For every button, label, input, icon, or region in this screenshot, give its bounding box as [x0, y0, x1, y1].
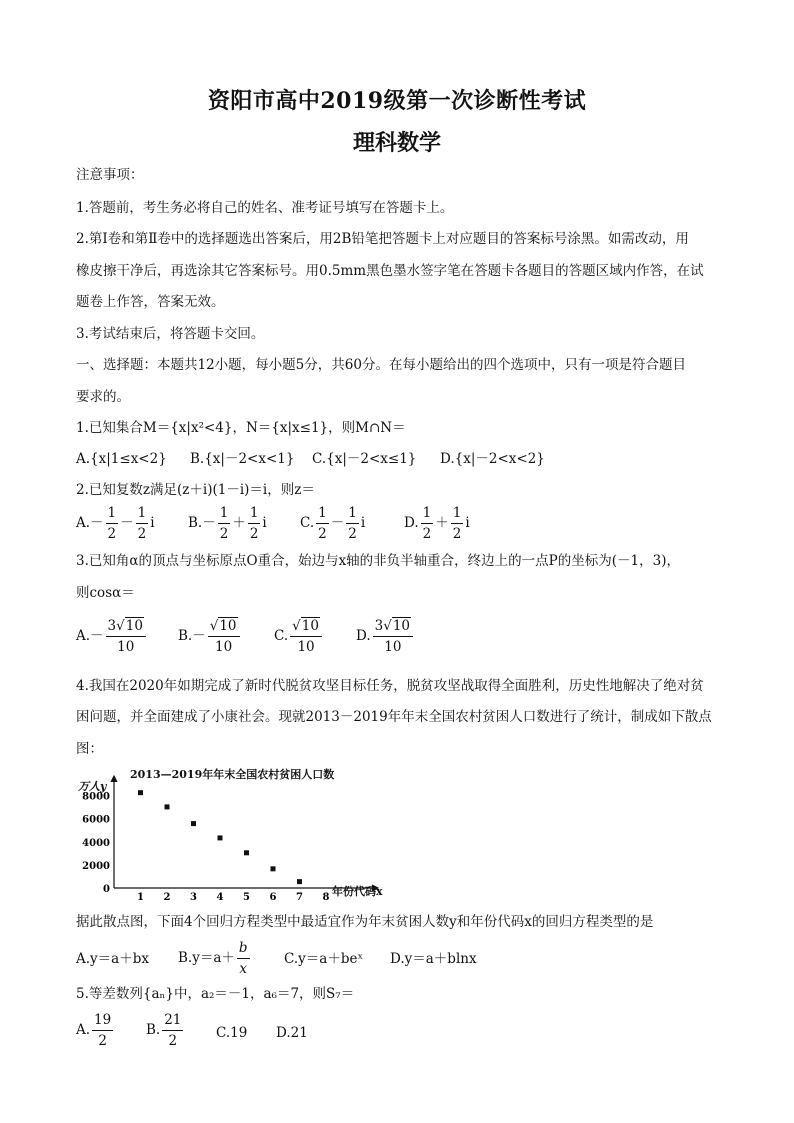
q2-a-i: i	[150, 515, 155, 531]
q4-b-label: B.y＝a＋	[178, 950, 235, 966]
data-point	[138, 790, 143, 795]
q5-option-c: C.19	[216, 1025, 248, 1041]
q2-d-label: D.	[404, 515, 419, 531]
scatter-chart	[76, 764, 396, 900]
x-tick-label: 3	[190, 892, 197, 900]
q5-option-b	[146, 1010, 185, 1051]
q3-c-label: C.	[274, 628, 289, 644]
notes-heading: 注意事项：	[76, 167, 144, 183]
q1-option-a: A.{x|1≤x<2}	[76, 451, 167, 467]
q2-a-label: A.－	[76, 515, 104, 531]
q2-a-frac-2: $\frac{1}{2}$	[137, 505, 147, 542]
note-3: 3.考试结束后，将答题卡交回。	[76, 326, 265, 342]
q4-stem-line-1: 4.我国在2020年如期完成了新时代脱贫攻坚目标任务，脱贫攻坚战取得全面胜利，历史性地解决了绝对贫	[76, 678, 704, 694]
data-point	[244, 850, 249, 855]
q2-b-label: B.－	[188, 515, 216, 531]
x-tick-label: 1	[137, 892, 144, 900]
y-axis-label: 万人y	[78, 780, 107, 793]
q4-option-b	[178, 938, 252, 979]
exam-title: 资阳市高中2019级第一次诊断性考试	[207, 88, 587, 114]
q2-option-d	[404, 503, 470, 544]
chart-title: 2013—2019年年末全国农村贫困人口数	[130, 768, 335, 781]
note-2-line-3: 题卷上作答，答案无效。	[76, 294, 225, 310]
data-point	[191, 821, 196, 826]
q3-option-c	[274, 616, 324, 657]
q4-option-d: D.y＝a＋blnx	[390, 951, 477, 967]
q2-d-frac-1: $\frac{1}{2}$	[422, 505, 432, 542]
q2-b-frac-2: $\frac{1}{2}$	[249, 505, 259, 542]
q4-stem-line-3: 图：	[76, 741, 103, 757]
x-axis-label: 年份代码x	[332, 885, 383, 898]
q1-option-c: C.{x|－2<x≤1}	[312, 451, 417, 467]
note-2-line-1: 2.第Ⅰ卷和第Ⅱ卷中的选择题选出答案后，用2B铅笔把答题卡上对应题目的答案标号涂黑。如需改动，用	[76, 231, 689, 247]
q4-followup: 据此散点图，下面4个回归方程类型中最适宜作为年末贫困人数y和年份代码x的回归方程类型的是	[76, 914, 654, 930]
q1-option-b: B.{x|－2<x<1}	[190, 451, 295, 467]
q3-b-label: B.－	[178, 628, 206, 644]
q5-a-label: A.	[76, 1022, 91, 1038]
q4-b-frac: $\frac{b}{x}$	[238, 940, 248, 977]
q3-stem-line-1: 3.已知角α的顶点与坐标原点O重合，始边与x轴的非负半轴重合，终边上的一点P的坐标为(－1，3)，	[76, 553, 680, 569]
q3-option-b	[178, 616, 242, 657]
q3-a-frac: $\frac{3√10}{10}$	[106, 616, 146, 657]
q2-c-frac-2: $\frac{1}{2}$	[348, 505, 357, 542]
x-tick-label: 8	[322, 892, 330, 900]
data-point	[165, 804, 170, 809]
q5-b-label: B.	[146, 1022, 161, 1038]
q5-option-a	[76, 1010, 115, 1051]
x-tick-label: 4	[216, 892, 224, 900]
q2-option-b	[188, 503, 267, 544]
data-point	[271, 866, 276, 871]
q2-d-op: ＋	[435, 515, 449, 531]
x-tick-label: 6	[269, 892, 277, 900]
exam-subtitle: 理科数学	[352, 130, 441, 156]
q2-b-op: ＋	[232, 515, 246, 531]
q3-option-a	[76, 616, 148, 657]
x-tick-label: 2	[163, 892, 171, 900]
data-point	[218, 835, 223, 840]
y-tick-label: 2000	[82, 860, 110, 872]
x-tick-label: 7	[296, 892, 303, 900]
q3-stem-line-2: 则cosα＝	[76, 585, 135, 601]
q2-a-op: －	[120, 515, 134, 531]
q2-c-label: C.	[300, 515, 315, 531]
q1-stem: 1.已知集合M＝{x|x²<4}，N＝{x|x≤1}，则M∩N＝	[76, 420, 406, 436]
q3-d-label: D.	[356, 628, 371, 644]
q3-b-frac: $\frac{√10}{10}$	[208, 616, 240, 657]
q4-stem-line-2: 困问题，并全面建成了小康社会。现就2013－2019年年末全国农村贫困人口数进行了统计，制成如下散点	[76, 709, 712, 725]
q3-d-frac: $\frac{3√10}{10}$	[373, 616, 413, 657]
q4-option-a: A.y＝a＋bx	[76, 951, 149, 967]
y-tick-label: 0	[103, 884, 110, 895]
note-2-line-2: 橡皮擦干净后，再选涂其它答案标号。用0.5mm黑色墨水签字笔在答题卡各题目的答题区域内作答，在试	[76, 263, 704, 279]
q5-a-frac: $\frac{19}{2}$	[94, 1012, 112, 1049]
q2-c-op: －	[330, 515, 345, 531]
q5-b-frac: $\frac{21}{2}$	[164, 1012, 182, 1049]
q2-d-frac-2: $\frac{1}{2}$	[452, 505, 462, 542]
x-tick-label: 5	[243, 892, 250, 900]
q1-option-d: D.{x|－2<x<2}	[440, 451, 545, 467]
q2-stem: 2.已知复数z满足(z＋i)(1－i)＝i，则z＝	[76, 482, 315, 498]
section-intro-line-1: 一、选择题：本题共12小题，每小题5分，共60分。在每小题给出的四个选项中，只有一项是符合题目	[76, 357, 686, 373]
q2-b-frac-1: $\frac{1}{2}$	[219, 505, 229, 542]
q2-c-i: i	[360, 515, 366, 531]
q3-option-d	[356, 616, 415, 657]
section-intro-line-2: 要求的。	[76, 389, 130, 405]
q4-option-c: C.y＝a＋beˣ	[284, 951, 364, 967]
q3-a-label: A.－	[76, 628, 104, 644]
q2-b-i: i	[262, 515, 267, 531]
q5-stem: 5.等差数列{aₙ}中，a₂＝－1，a₆＝7，则S₇＝	[76, 986, 355, 1002]
q5-option-d: D.21	[276, 1025, 308, 1041]
q2-option-a	[76, 503, 155, 544]
q3-c-frac: $\frac{√10}{10}$	[290, 616, 322, 657]
data-point	[297, 879, 302, 884]
q2-d-i: i	[465, 515, 470, 531]
y-tick-label: 6000	[82, 814, 110, 826]
y-tick-label: 4000	[82, 837, 110, 849]
note-1: 1.答题前，考生务必将自己的姓名、准考证号填写在答题卡上。	[76, 200, 454, 216]
q2-option-c	[300, 503, 365, 544]
q2-a-frac-1: $\frac{1}{2}$	[107, 505, 117, 542]
q2-c-frac-1: $\frac{1}{2}$	[318, 505, 327, 542]
y-tick-label: 8000	[82, 791, 110, 803]
